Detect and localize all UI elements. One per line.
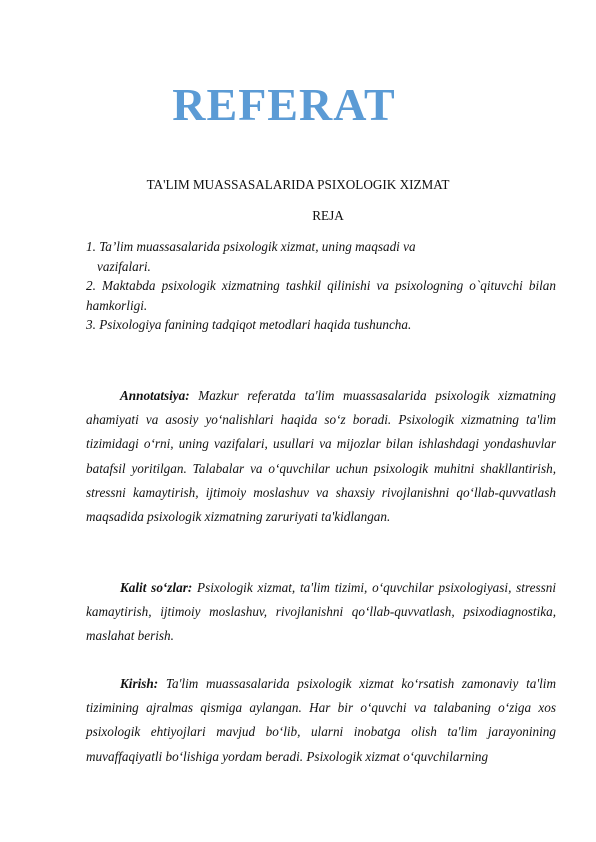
introduction-text: Ta'lim muassasalarida psixologik xizmat ko‘rsatish zamonaviy ta'lim tizimining ajralmas qismiga aylangan. Har bir o‘quvchi va talabaning o‘ziga xos psixologik ehtiyojlari mavjud bo‘lib, ularni inobatga olish ta'lim jarayonining muvaffaqiyatli bo‘lishiga yordam beradi. Psixologik xizmat o‘quvchilarning	[86, 676, 556, 764]
introduction-paragraph	[86, 672, 556, 769]
plan-list	[86, 237, 556, 335]
annotation-text: Mazkur referatda ta'lim muassasalarida psixologik xizmatning ahamiyati va asosiy yo‘nalishlari haqida so‘z boradi. Psixologik xizmatning ta'lim tizimidagi o‘rni, uning vazifalari, usullari va mijozlar bilan ishlashdagi yondashuvlar batafsil yoritilgan. Talabalar va o‘quvchilar uchun psixologik muhitni shakllantirish, stressni kamaytirish, ijtimoiy moslashuv va shaxsiy rivojlanishni qo‘llab-quvvatlash maqsadida psixologik xizmatning zaruriyati ta'kidlangan.	[86, 388, 556, 525]
plan-heading: REJA	[312, 208, 344, 223]
document-title: REFERAT	[172, 79, 396, 130]
plan-item-1-continuation: vazifalari.	[97, 258, 151, 274]
keywords-paragraph	[86, 576, 556, 649]
plan-item-3: 3. Psixologiya fanining tadqiqot metodlari haqida tushuncha.	[86, 317, 412, 332]
keywords-text: Psixologik xizmat, ta'lim tizimi, o‘quvchilar psixologiyasi, stressni kamaytirish, ijtimoiy moslashuv, rivojlanishni qo‘llab-quvvatlash, psixodiagnostika, maslahat berish.	[86, 580, 556, 644]
keywords-label: Kalit so‘zlar:	[120, 580, 193, 595]
topic-heading: TA'LIM MUASSASALARIDA PSIXOLOGIK XIZMAT	[146, 177, 450, 192]
annotation-paragraph	[86, 384, 556, 529]
plan-item-2: 2. Maktabda psixologik xizmatning tashkil qilinishi va psixologning o`qituvchi bilan hamkorligi.	[86, 278, 556, 313]
plan-item-1: 1. Ta’lim muassasalarida psixologik xizmat, uning maqsadi va	[86, 239, 416, 254]
introduction-label: Kirish:	[120, 676, 159, 691]
annotation-label: Annotatsiya:	[120, 388, 190, 403]
